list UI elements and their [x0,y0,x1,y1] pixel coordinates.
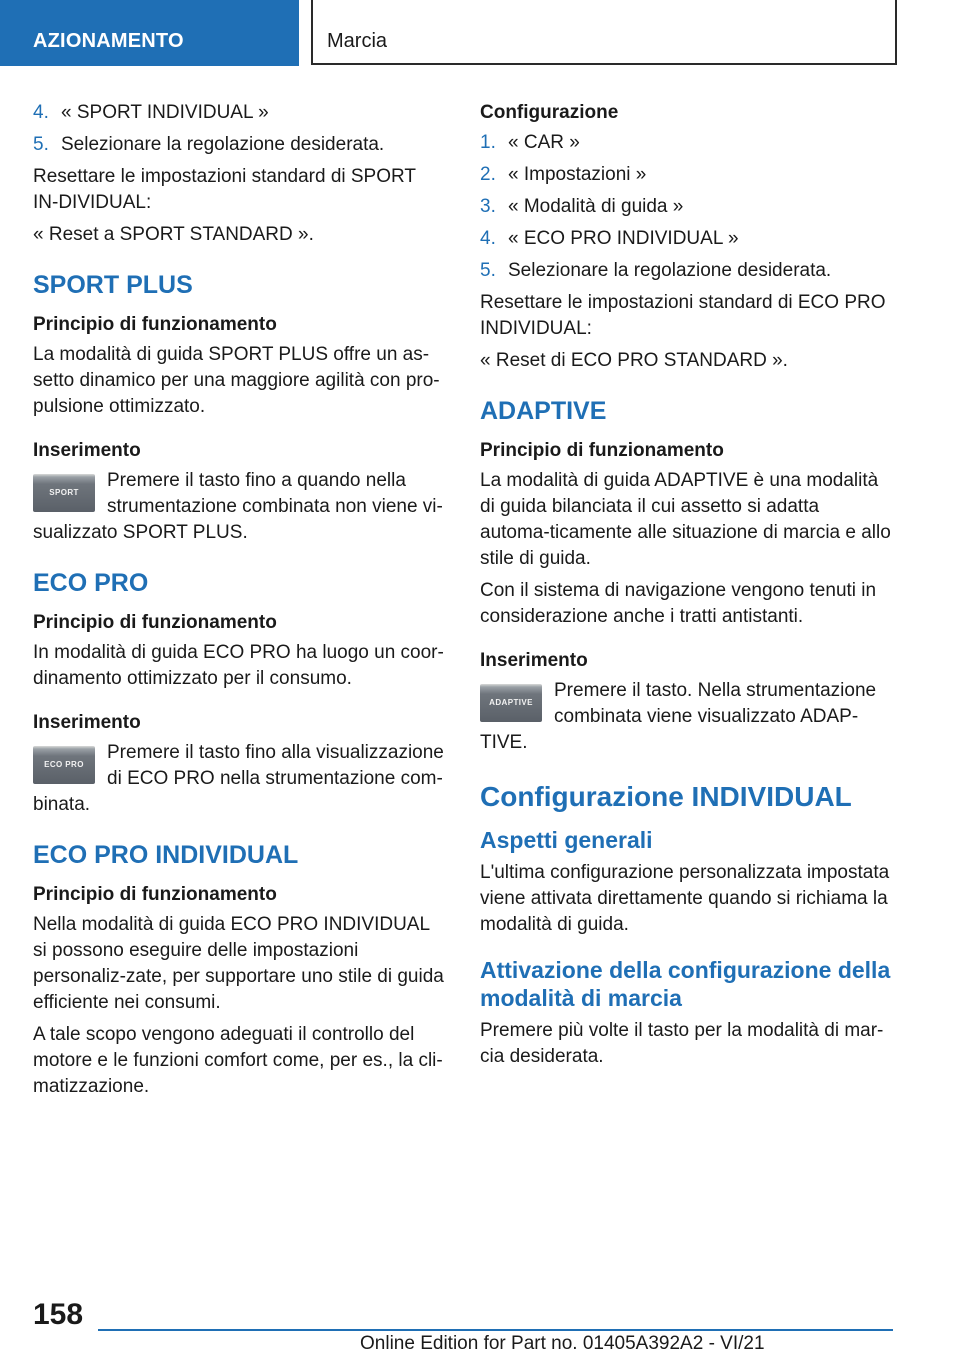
footer-divider [98,1329,893,1331]
insert-text: Premere il tasto. Nella strumentazione combinata viene visualizzato ADAP-TIVE. [480,680,877,753]
insert-text: Premere il tasto fino alla visualizzazione di ECO PRO nella strumentazione com-binata. [33,742,444,815]
chapter-title: Marcia [327,30,388,52]
insert-heading: Inserimento [33,440,141,461]
principle-heading: Principio di funzionamento [33,612,277,633]
insert-text: Premere il tasto fino a quando nella strumentazione combinata non viene vi-sualizzato SPORT PLUS. [33,470,443,543]
principle-text: In modalità di guida ECO PRO ha luogo un coor-dinamento ottimizzato per il consumo. [33,642,444,689]
step-number: 4. [480,228,496,249]
principle-text: La modalità di guida SPORT PLUS offre un as-setto dinamico per una maggiore agilità con pro-pulsione ottimizzato. [33,344,440,417]
body-text: L'ultima configurazione personalizzata impostata viene attivata direttamente quando si richiama la modalità di guida. [480,862,890,935]
subheading-general: Aspetti generali [480,827,653,853]
step-text: « Modalità di guida » [508,196,684,217]
section-heading-adaptive: ADAPTIVE [480,397,607,425]
section-heading-eco-pro-individual: ECO PRO INDIVIDUAL [33,841,299,869]
button-label: SPORT [49,488,79,497]
insert-block [33,468,445,546]
insert-block [480,678,892,756]
edition-text: Online Edition for Part no. 01405A392A2 - VI/21 [360,1333,765,1354]
section-tab [0,0,299,66]
insert-heading: Inserimento [33,712,141,733]
reset-action: « Reset a SPORT STANDARD ». [33,224,314,245]
section-heading-sport-plus: SPORT PLUS [33,271,193,299]
principle-heading: Principio di funzionamento [33,884,277,905]
insert-block [33,740,445,818]
button-label: ECO PRO [44,760,84,769]
section-title: AZIONAMENTO [33,30,184,52]
page-number: 158 [33,1298,84,1331]
button-label: ADAPTIVE [489,698,533,707]
adaptive-button-image [480,684,542,722]
list-item [480,130,892,156]
list-item [480,258,892,284]
step-number: 4. [33,102,49,123]
sport-button-image [33,474,95,512]
step-text: « CAR » [508,132,580,153]
step-text: Selezionare la regolazione desiderata. [61,134,385,155]
section-heading-individual-config: Configurazione INDIVIDUAL [480,781,852,812]
insert-heading: Inserimento [480,650,588,671]
reset-action: « Reset di ECO PRO STANDARD ». [480,350,788,371]
step-number: 5. [33,134,49,155]
body-text: Con il sistema di navigazione vengono tenuti in considerazione anche i tratti antistanti. [480,580,877,627]
step-text: « Impostazioni » [508,164,647,185]
list-item [480,226,892,252]
eco-pro-button-image [33,746,95,784]
principle-heading: Principio di funzionamento [480,440,724,461]
step-number: 2. [480,164,496,185]
body-text: Nella modalità di guida ECO PRO INDIVIDUAL si possono eseguire delle impostazioni personaliz-zate, per supportare uno stile di guida efficiente nei consumi. [33,914,444,1013]
step-number: 3. [480,196,496,217]
body-text: Premere più volte il tasto per la modalità di mar-cia desiderata. [480,1020,884,1067]
list-item [33,100,445,126]
step-text: « ECO PRO INDIVIDUAL » [508,228,739,249]
reset-intro: Resettare le impostazioni standard di SPORT IN-DIVIDUAL: [33,166,416,213]
config-heading: Configurazione [480,102,619,123]
step-text: Selezionare la regolazione desiderata. [508,260,832,281]
body-text: A tale scopo vengono adeguati il controllo del motore e le funzioni comfort come, per es., la cli-matizzazione. [33,1024,443,1097]
right-column [480,100,892,1076]
step-number: 1. [480,132,496,153]
list-item [480,194,892,220]
step-number: 5. [480,260,496,281]
step-text: « SPORT INDIVIDUAL » [61,102,269,123]
chapter-box [311,0,897,65]
subheading-activation: Attivazione della configurazione della modalità di marcia [480,957,891,1011]
body-text: La modalità di guida ADAPTIVE è una modalità di guida bilanciata il cui assetto si adatta automa-ticamente alle situazione di marcia e allo stile di guida. [480,470,891,569]
principle-heading: Principio di funzionamento [33,314,277,335]
section-heading-eco-pro: ECO PRO [33,569,149,597]
left-column [33,100,445,1106]
list-item [33,132,445,158]
list-item [480,162,892,188]
reset-intro: Resettare le impostazioni standard di ECO PRO INDIVIDUAL: [480,292,886,339]
